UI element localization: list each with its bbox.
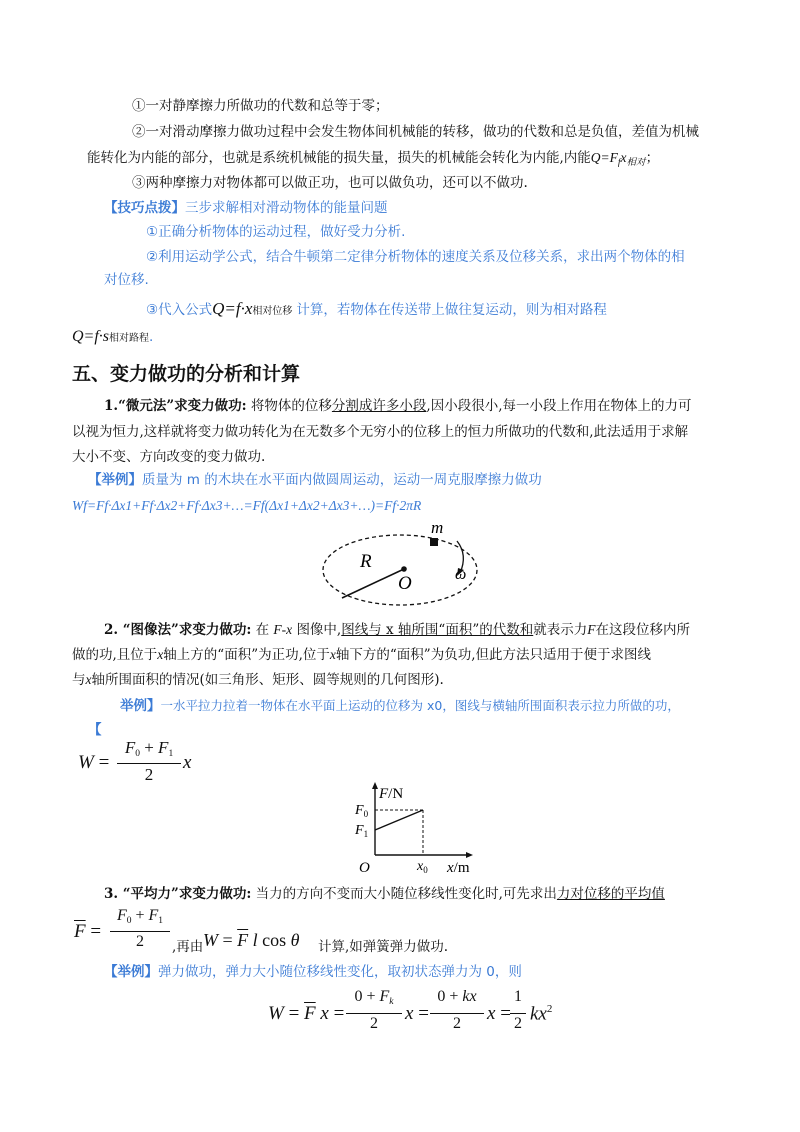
tip-formula-qs: Q=f·s [72, 328, 110, 345]
example-bracket: 【 [88, 722, 102, 738]
origin-label: O [359, 860, 370, 876]
tip-end: . [149, 329, 154, 345]
tip-step-2-line1: ②利用运动学公式，结合牛顿第二定律分析物体的速度关系及位移关系，求出两个物体的相 [146, 249, 685, 265]
m2-F: F [587, 622, 596, 637]
tip-tag: 【技巧点拨】 [104, 200, 185, 216]
tip-step-3-text2: 计算，若物体在传送带上做往复运动，则为相对路程 [296, 302, 607, 318]
m2-t2: 图像中, [296, 622, 342, 638]
formula-sub-f: f [617, 158, 621, 168]
method1-line1 [104, 397, 692, 415]
m2-underline: 图线与 x 轴所围“面积”的代数和 [341, 622, 534, 638]
y-axis-arrow [372, 782, 378, 789]
m2-t5: 做的功,且位于 [72, 647, 158, 663]
method1-text2: ,因小段很小,每一小段上作用在物体上的力可 [426, 398, 692, 414]
tip-formula-sub2: 相对路程 [109, 333, 150, 344]
f1-label: $F_1$ [355, 823, 369, 839]
method1-line2: 以视为恒力,这样就将变力做功转化为在无数多个无穷小的位移上的恒力所做功的代数和,此法适用于求解 [72, 424, 689, 440]
x0-label: $x_0$ [417, 859, 428, 875]
final-num-1: $0 + F_k$ [354, 988, 394, 1007]
method3-label: 3. “平均力”求变力做功: [104, 886, 252, 902]
example-tag-3: 【举例】 [104, 964, 158, 980]
work-numerator: $F_0 + F_1$ [124, 738, 174, 759]
m2-t3: 就表示力 [533, 622, 588, 638]
f0-label: $F_0$ [355, 803, 369, 819]
friction-formula: $Q=F_fx_{相对}$ [590, 150, 646, 168]
friction-point-1: ①一对静摩擦力所做功的代数和总等于零； [132, 98, 389, 114]
m2-t1: 在 [255, 622, 270, 638]
final-mid: x = [405, 1003, 429, 1024]
method1-label: 1.“微元法”求变力做功: [104, 398, 247, 414]
final-den-2: 2 [453, 1015, 461, 1032]
method1-formula: Wf=Ff·Δx1+Ff·Δx2+Ff·Δx3+…=Ff(Δx1+Δx2+Δx3+…)=Ff·2πR [72, 498, 422, 513]
fbar-then: ,再由 [172, 939, 204, 955]
tip-formula-sub: 相对位移 [252, 306, 293, 317]
m2-t9: 轴所围面积的情况(如三角形、矩形、圆等规则的几何图形). [91, 672, 444, 688]
final-bar-1 [346, 1013, 402, 1014]
method3-line1 [104, 885, 665, 903]
final-mid-2: x = [487, 1003, 511, 1024]
final-tail: $kx^2$ [530, 1003, 553, 1025]
final-num-3: 1 [514, 988, 522, 1005]
m2-t8: 与 [72, 672, 86, 688]
friction-point-2-line2 [87, 149, 659, 172]
work-lhs: W = [78, 752, 110, 773]
tip-step-4 [72, 328, 153, 348]
tip-step-3-text: ③代入公式 [146, 302, 213, 318]
method2-line3 [72, 671, 444, 689]
fx-graph [345, 780, 485, 880]
friction-text: 能转化为内能的部分，也就是系统机械能的损失量，损失的机械能会转化为内能,内能 [87, 150, 591, 166]
friction-point-2-line1: ②一对滑动摩擦力做功过程中会发生物体间机械能的转移，做功的代数和总是负值，差值为机械 [132, 124, 699, 140]
final-den-3: 2 [514, 1015, 522, 1032]
fbar-numerator: $F_0 + F_1$ [116, 907, 164, 926]
example-tag: 【举例】 [88, 472, 142, 488]
m3-t1: 当力的方向不变而大小随位移线性变化时,可先求出 [255, 886, 557, 902]
tip-title: 三步求解相对滑动物体的能量问题 [185, 200, 388, 216]
work-cos-formula: $W = \overline{F}$ l cos θ [203, 930, 300, 950]
method2-label: 2. “图像法”求变力做功: [104, 622, 252, 638]
method2-line2 [72, 646, 651, 664]
tip-formula-q: Q=f·x [212, 299, 253, 318]
method2-example [120, 697, 680, 715]
formula-sub-relative: 相对 [626, 158, 646, 168]
work-x: x [183, 752, 192, 773]
radius-line [342, 569, 404, 598]
tip-heading [104, 199, 388, 217]
fbar-lhs: $\overline{F}$ = [74, 921, 102, 942]
example-text-3: 弹力做功，弹力大小随位移线性变化，取初状态弹力为 0，则 [158, 964, 522, 980]
friction-end: ； [645, 150, 660, 166]
m3-underline: 力对位移的平均值 [556, 886, 665, 902]
x-axis-arrow [466, 852, 473, 858]
method3-example [104, 963, 522, 981]
method1-line3: 大小不变、方向改变的变力做功. [72, 449, 266, 465]
final-lhs: $W = \overline{F}$ x = [268, 1003, 345, 1024]
force-line [375, 810, 423, 830]
final-den-1: 2 [370, 1015, 378, 1032]
final-bar-3 [510, 1013, 526, 1014]
section-heading: 五、变力做功的分析和计算 [72, 363, 301, 385]
m2-x1: x [157, 647, 164, 662]
m2-t4: 在这段位移内所 [595, 622, 690, 638]
m2-fx: F-x [273, 622, 293, 637]
label-m: m [431, 518, 444, 537]
method1-example [88, 471, 542, 489]
m2-x3: x [85, 672, 92, 687]
m2-t7: 轴下方的“面积”为负功,但此方法只适用于便于求图线 [335, 647, 652, 663]
example-text: 质量为 m 的木块在水平面内做圆周运动，运动一周克服摩擦力做功 [142, 472, 542, 488]
fbar-denominator: 2 [136, 933, 144, 950]
friction-point-3: ③两种摩擦力对物体都可以做正功，也可以做负功，还可以不做功. [132, 175, 528, 191]
label-omega: ω [455, 566, 467, 583]
m2-x2: x [329, 647, 336, 662]
final-num-2: 0 + kx [437, 988, 477, 1005]
tip-step-2-line2: 对位移. [104, 272, 149, 288]
block-mass [430, 538, 438, 546]
label-r: R [360, 551, 372, 572]
method1-text: 将物体的位移 [250, 398, 332, 414]
m2-t6: 轴上方的“面积”为正功,位于 [163, 647, 330, 663]
method2-line1 [104, 621, 690, 639]
example-text-2: 一水平拉力拉着一物体在水平面上运动的位移为 x0，图线与横轴所围面积表示拉力所做的功， [160, 698, 680, 713]
label-o: O [398, 573, 412, 594]
example-tag-2: 举例】 [120, 698, 161, 714]
final-bar-2 [430, 1013, 484, 1014]
y-axis-label: F/N [379, 786, 404, 802]
tip-step-3 [146, 300, 607, 321]
tip-step-1: ①正确分析物体的运动过程，做好受力分析. [146, 224, 406, 240]
method1-underline: 分割成许多小段 [331, 398, 427, 414]
x-axis-label: x/m [447, 860, 470, 876]
fbar-fraction-bar [110, 931, 170, 932]
method3-calc: 计算,如弹簧弹力做功. [318, 939, 449, 955]
work-denominator: 2 [144, 765, 154, 784]
work-fraction-bar [117, 763, 181, 764]
circular-motion-figure [310, 515, 495, 610]
